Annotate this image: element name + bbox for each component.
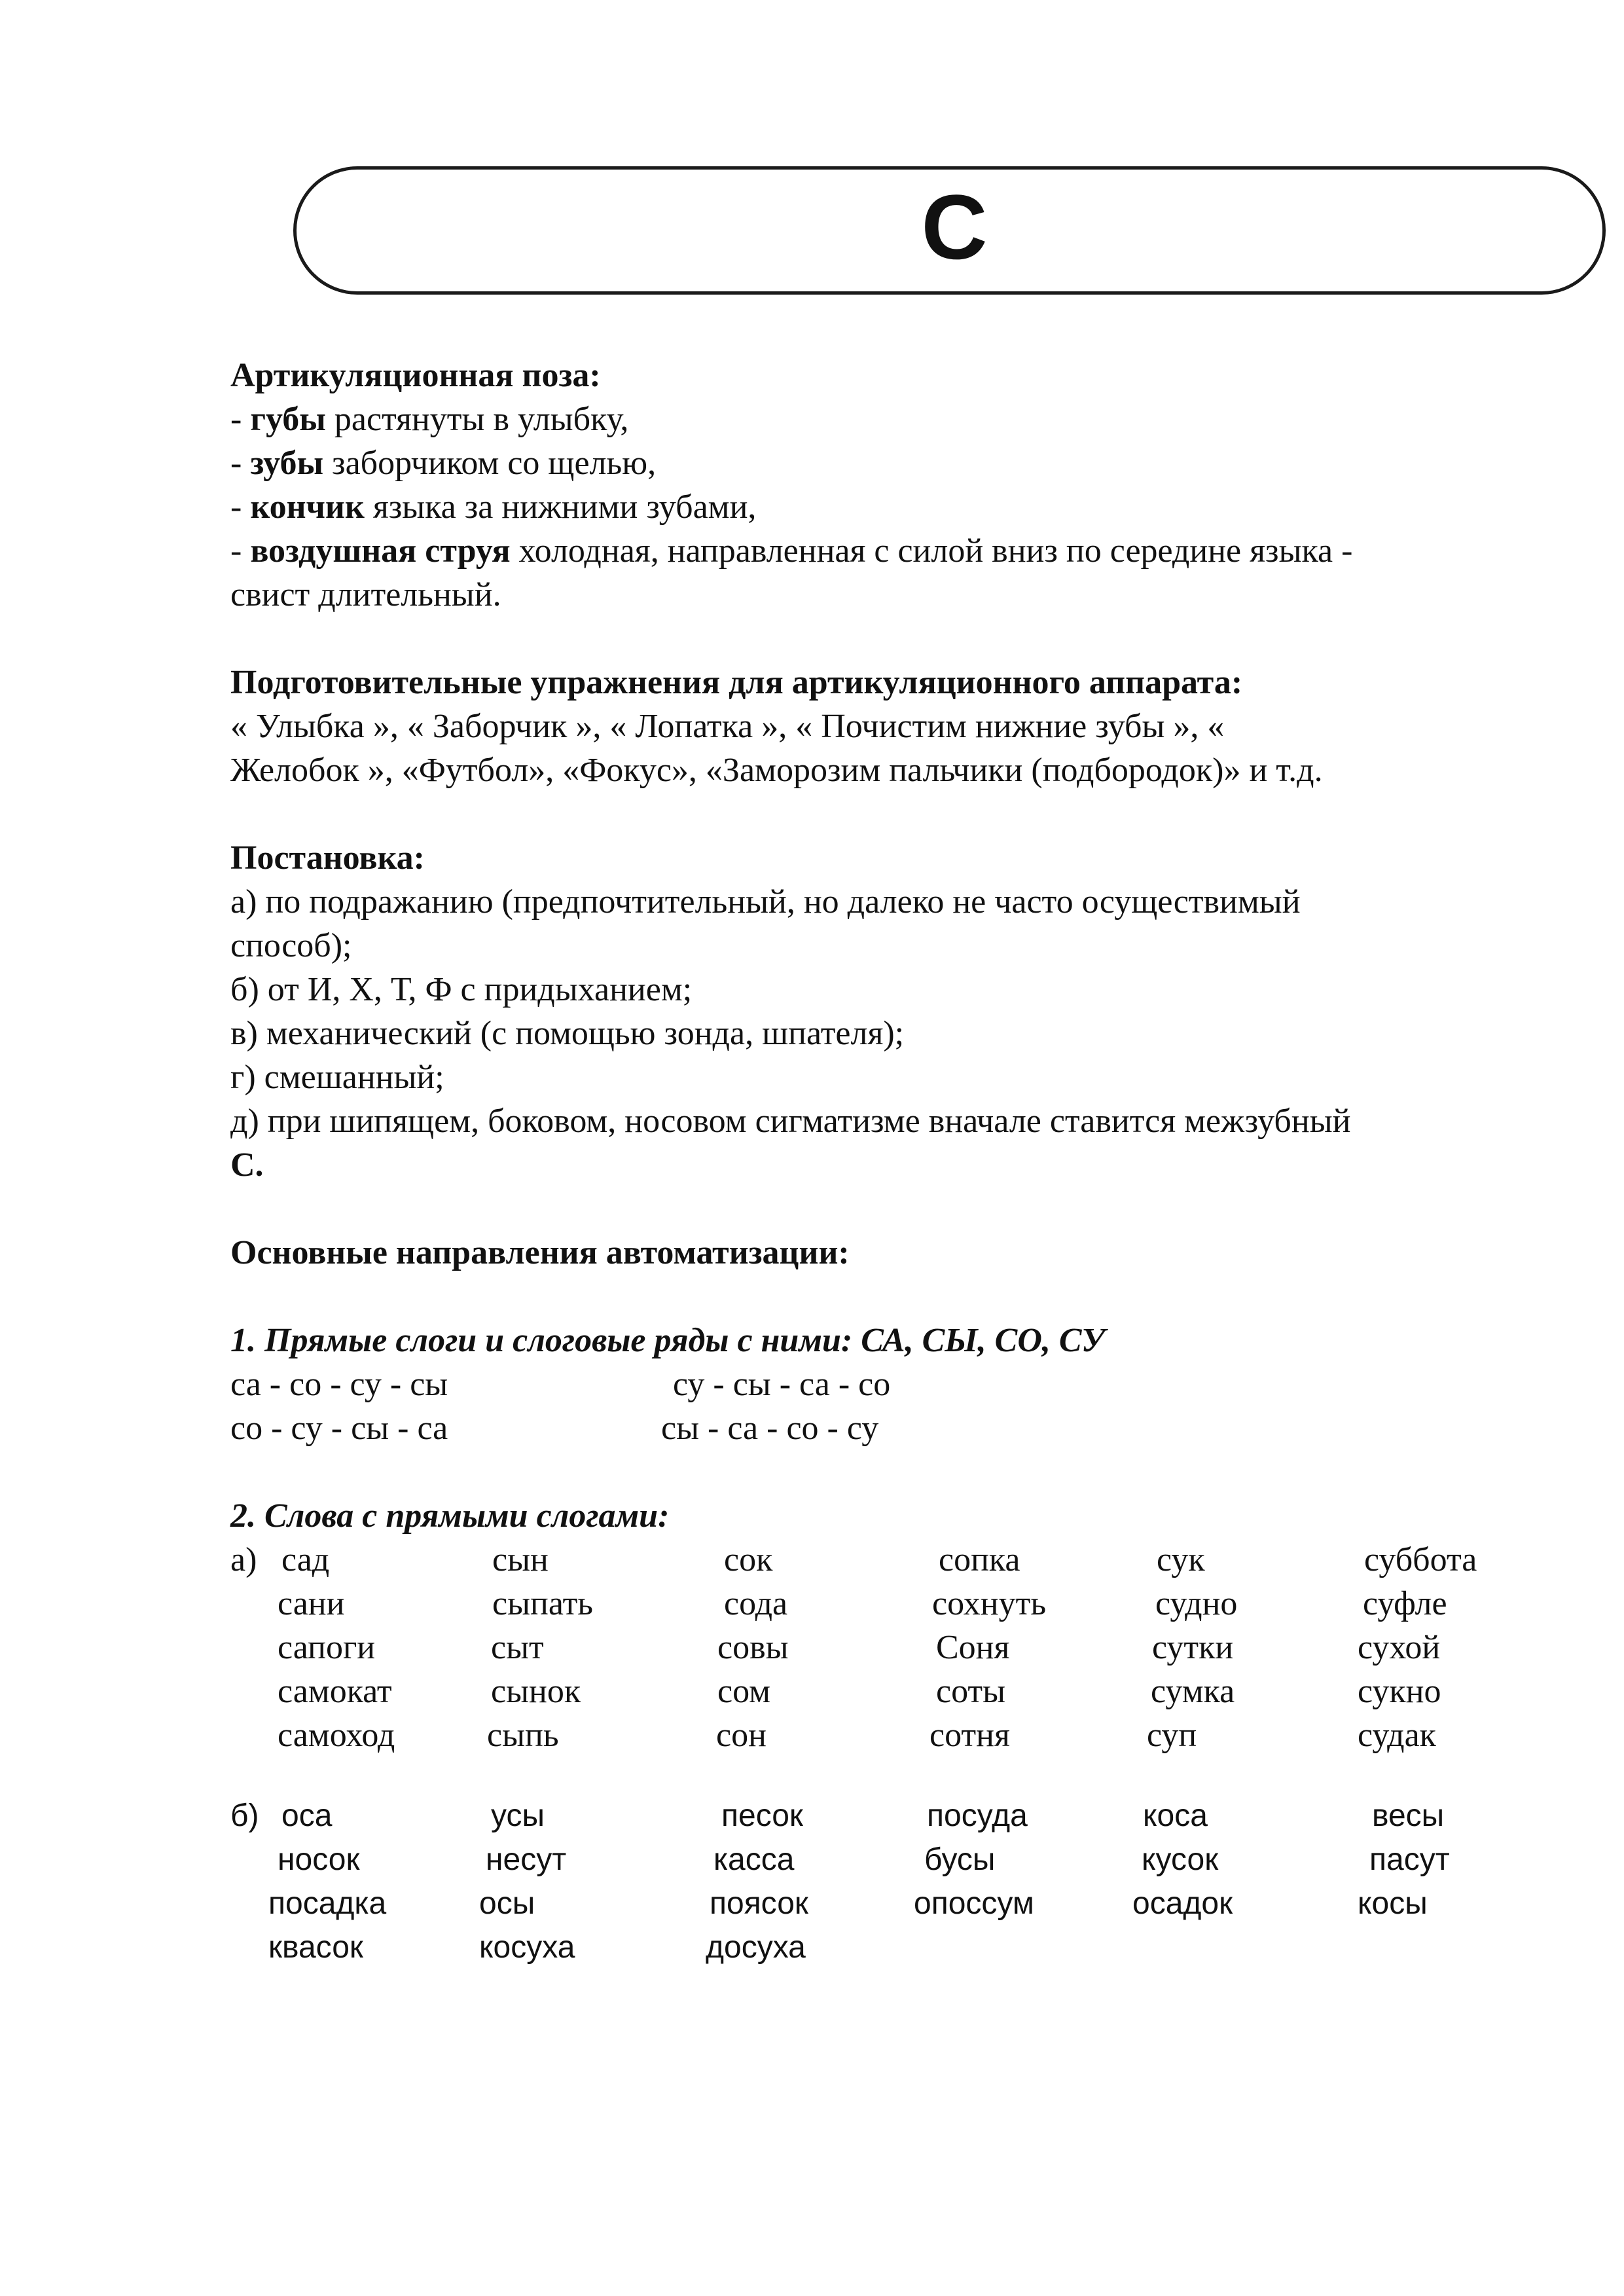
word: несут xyxy=(486,1842,567,1877)
word: сыпь xyxy=(487,1717,559,1754)
word: бусы xyxy=(924,1842,996,1877)
word: поясок xyxy=(710,1886,808,1921)
setting-line: а) по подражанию (предпочтительный, но далеко не часто осуществимый xyxy=(230,883,1301,920)
word: суп xyxy=(1147,1717,1197,1754)
word-row xyxy=(230,1794,1513,1838)
word: опоссум xyxy=(914,1886,1034,1921)
exercises-line: Желобок », «Футбол», «Фокус», «Заморозим пальчики (подбородок)» и т.д. xyxy=(230,752,1323,789)
word: пасут xyxy=(1369,1842,1450,1877)
word: косуха xyxy=(479,1930,575,1965)
word: усы xyxy=(491,1798,545,1833)
word: сутки xyxy=(1152,1629,1234,1666)
articulation-continuation: свист длительный. xyxy=(230,576,501,613)
word: самоход xyxy=(278,1717,395,1754)
word: сад xyxy=(281,1541,330,1578)
articulation-heading: Артикуляционная поза: xyxy=(230,357,601,394)
word: сом xyxy=(717,1673,770,1710)
word: посадка xyxy=(268,1886,387,1921)
word: носок xyxy=(278,1842,360,1877)
articulation-item: - кончик языка за нижними зубами, xyxy=(230,488,757,526)
word-row xyxy=(230,1838,1513,1882)
word: посуда xyxy=(927,1798,1028,1833)
word: сапоги xyxy=(278,1629,376,1666)
word: сотня xyxy=(929,1717,1010,1754)
articulation-item: - губы растянуты в улыбку, xyxy=(230,401,629,438)
word: совы xyxy=(717,1629,789,1666)
word-row xyxy=(230,1882,1513,1925)
word: судно xyxy=(1155,1585,1238,1622)
articulation-item: - воздушная струя холодная, направленная с силой вниз по середине языка - xyxy=(230,532,1353,570)
setting-heading: Постановка: xyxy=(230,839,425,877)
word: сумка xyxy=(1151,1673,1235,1710)
word: осы xyxy=(479,1886,535,1921)
word: суфле xyxy=(1363,1585,1447,1622)
word: сода xyxy=(724,1585,788,1622)
list-label-b: б) xyxy=(230,1798,259,1833)
word-row xyxy=(230,1582,1513,1626)
section2-title: 2. Слова с прямыми слогами: xyxy=(230,1497,670,1535)
automation-heading: Основные направления автоматизации: xyxy=(230,1234,850,1271)
word: сохнуть xyxy=(932,1585,1047,1622)
word-row xyxy=(230,1626,1513,1669)
list-label-a: а) xyxy=(230,1541,257,1578)
word: сыт xyxy=(491,1629,544,1666)
setting-line: б) от И, Х, Т, Ф с придыханием; xyxy=(230,971,693,1008)
word: досуха xyxy=(706,1930,806,1965)
setting-line: способ); xyxy=(230,927,352,964)
syllable-series: са - со - су - сы xyxy=(230,1366,448,1403)
word: сын xyxy=(492,1541,549,1578)
word: сон xyxy=(716,1717,767,1754)
word: сук xyxy=(1157,1541,1205,1578)
word: сани xyxy=(278,1585,345,1622)
word: косы xyxy=(1358,1886,1428,1921)
articulation-item: - зубы заборчиком со щелью, xyxy=(230,445,657,482)
syllable-row xyxy=(230,1362,1513,1406)
word: песок xyxy=(721,1798,803,1833)
word: весы xyxy=(1372,1798,1445,1833)
word: сок xyxy=(724,1541,773,1578)
exercises-line: « Улыбка », « Заборчик », « Лопатка », « Почистим нижние зубы », « xyxy=(230,708,1225,745)
setting-line: в) механический (с помощью зонда, шпателя); xyxy=(230,1015,905,1052)
syllable-series: су - сы - са - со xyxy=(673,1366,891,1403)
banner-letter: С xyxy=(921,175,988,278)
word: оса xyxy=(281,1798,333,1833)
word-row xyxy=(230,1669,1513,1713)
word: сукно xyxy=(1358,1673,1441,1710)
document-body xyxy=(230,354,1513,1969)
syllable-series: со - су - сы - са xyxy=(230,1410,448,1447)
word: соты xyxy=(936,1673,1006,1710)
word: кусок xyxy=(1142,1842,1219,1877)
word-row xyxy=(230,1713,1513,1757)
word: сопка xyxy=(939,1541,1020,1578)
word: самокат xyxy=(278,1673,392,1710)
setting-line: д) при шипящем, боковом, носовом сигматизме вначале ставится межзубный xyxy=(230,1102,1351,1140)
word-row xyxy=(230,1925,1513,1969)
exercises-heading: Подготовительные упражнения для артикуляционного аппарата: xyxy=(230,664,1243,701)
word: касса xyxy=(713,1842,795,1877)
word: суббота xyxy=(1364,1541,1477,1578)
syllable-row xyxy=(230,1406,1513,1450)
word: коса xyxy=(1143,1798,1208,1833)
word: сухой xyxy=(1358,1629,1441,1666)
word: Соня xyxy=(936,1629,1010,1666)
word: осадок xyxy=(1132,1886,1233,1921)
setting-last-bold: С. xyxy=(230,1146,264,1184)
word: судак xyxy=(1358,1717,1436,1754)
syllable-series: сы - са - со - су xyxy=(661,1410,879,1447)
section1-title: 1. Прямые слоги и слоговые ряды с ними: СА, СЫ, СО, СУ xyxy=(230,1322,1106,1359)
word: сынок xyxy=(491,1673,581,1710)
setting-line: г) смешанный; xyxy=(230,1059,444,1096)
word: квасок xyxy=(268,1930,363,1965)
word: сыпать xyxy=(492,1585,594,1622)
word-row xyxy=(230,1538,1513,1582)
